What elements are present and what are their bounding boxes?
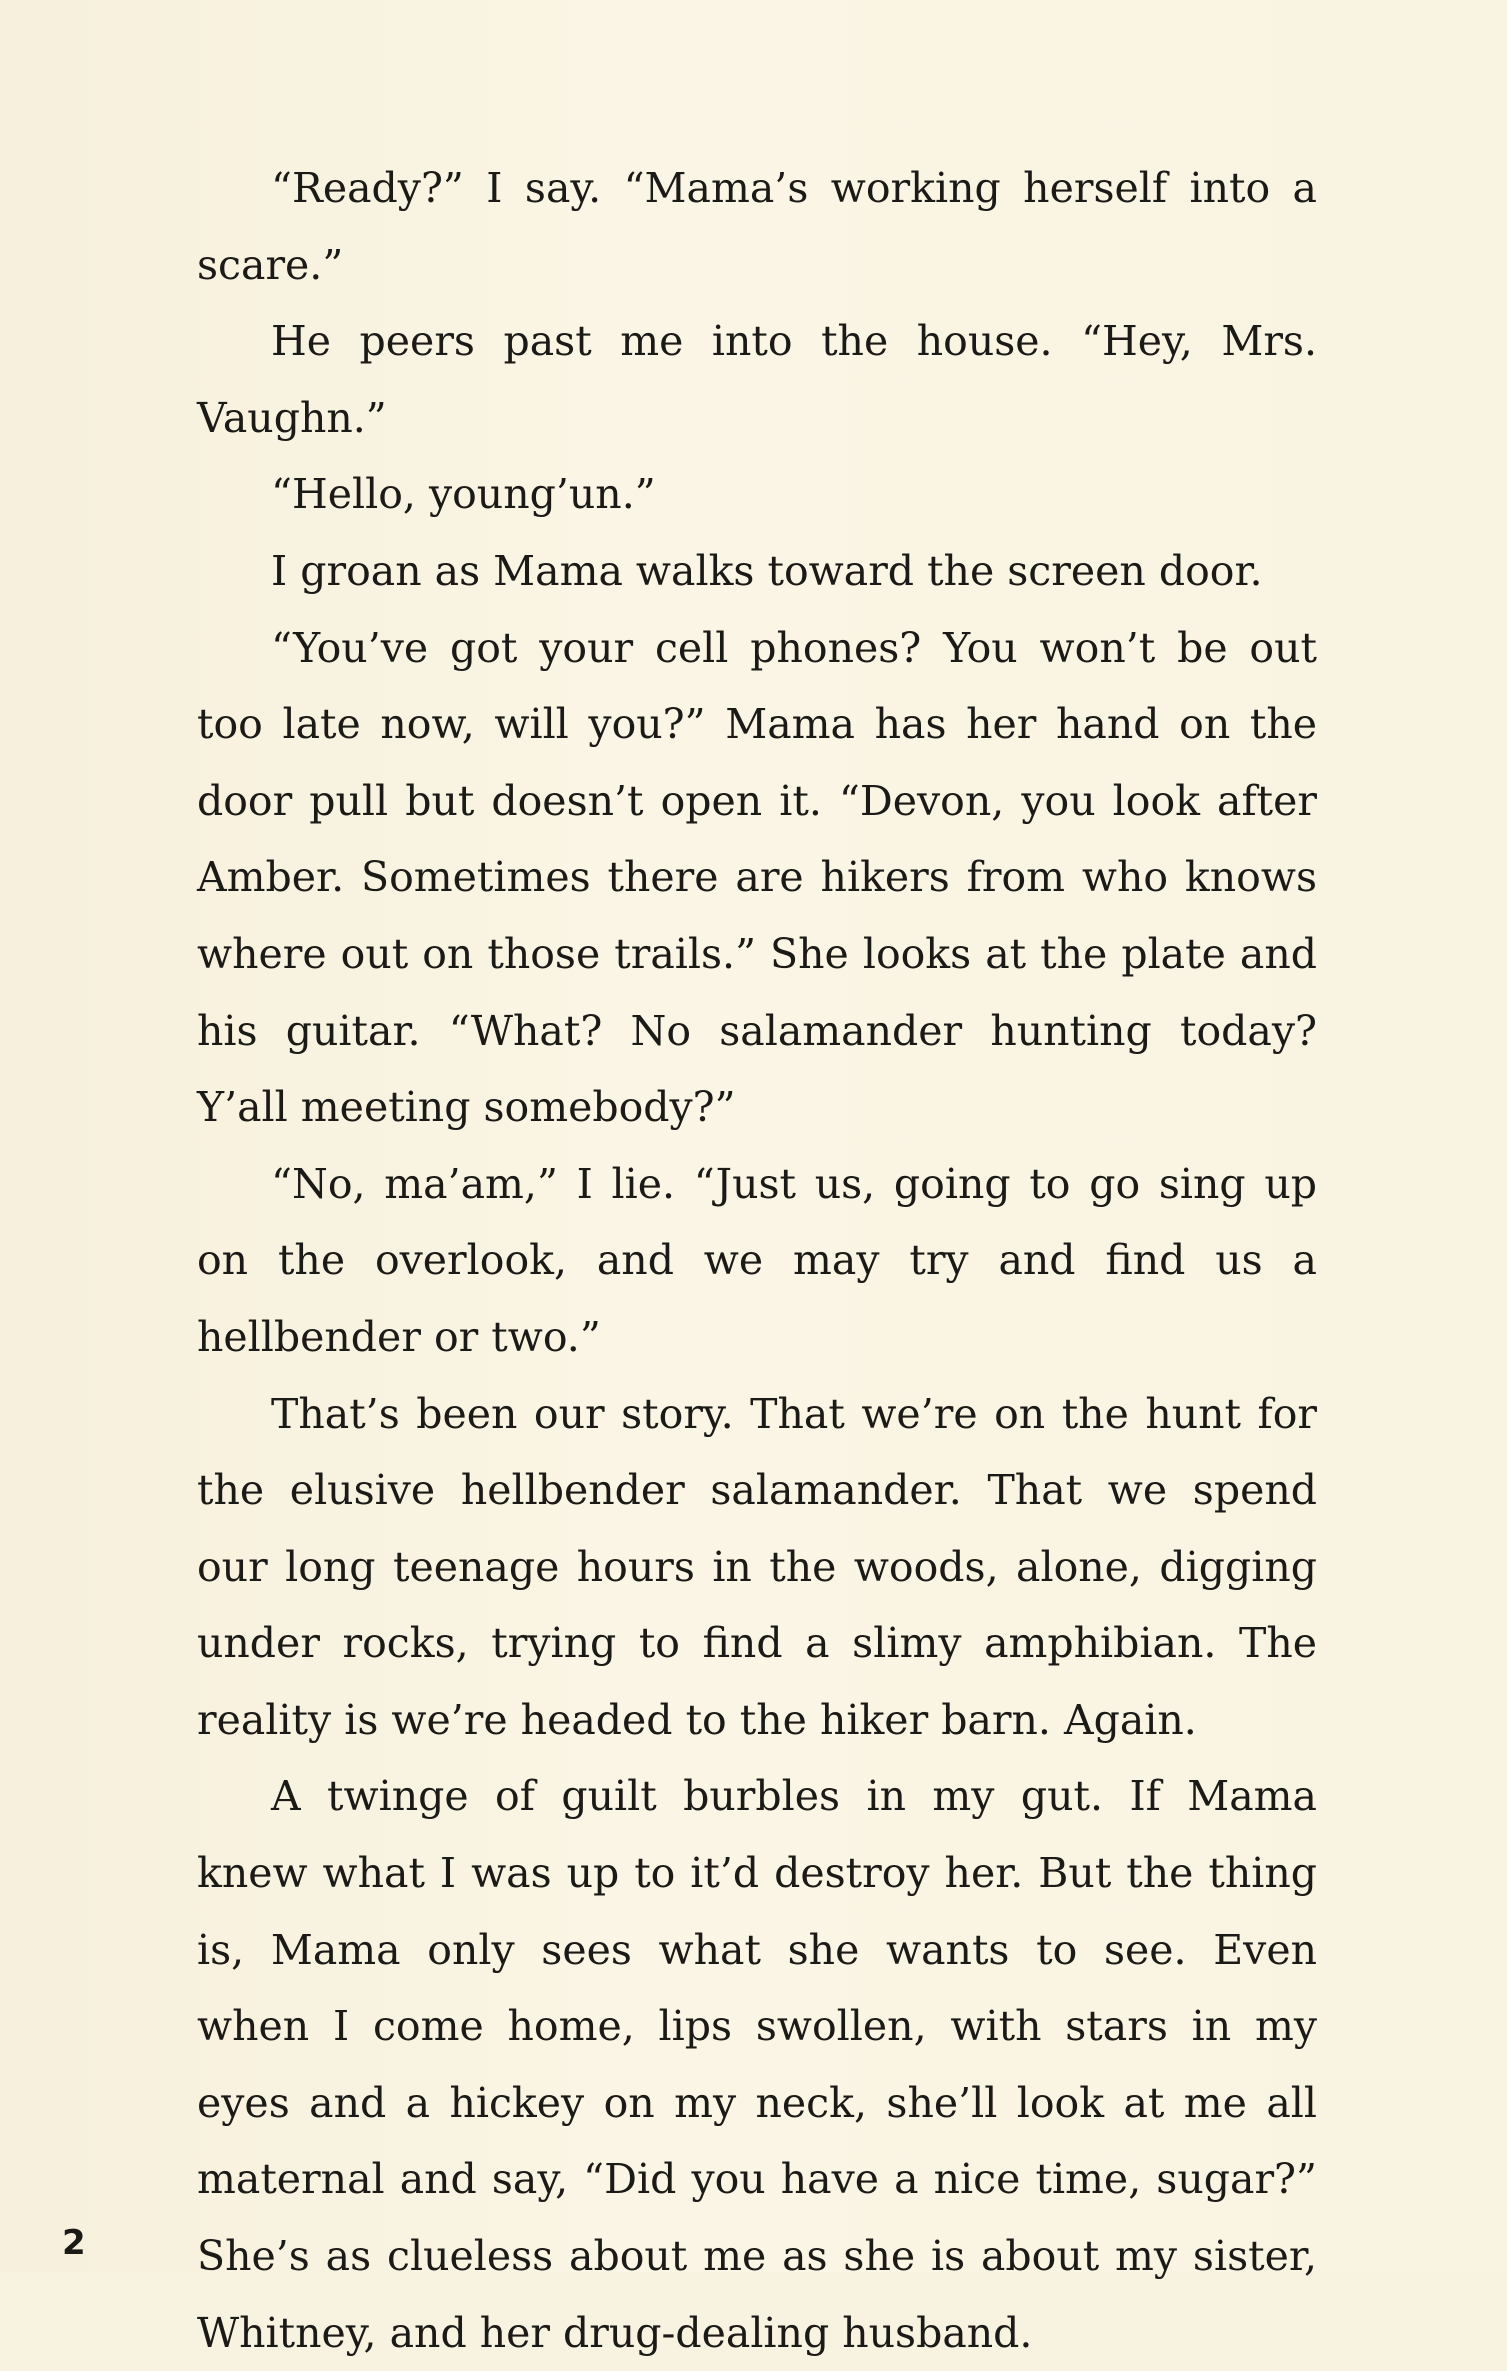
paragraph: A twinge of guilt burbles in my gut. If Mama knew what I was up to it’d destroy her. But the thing is, Mama only sees what she wants to see. Even when I come home, lips swollen, with stars in my eyes and a hickey on my neck, she’ll look at me all maternal and say, “Did you have a nice time, sugar?” She’s as clueless about me as she is about my sister, Whitney, and her drug-dealing husband. bbox=[197, 1772, 1317, 2357]
page-number: 2 bbox=[62, 2223, 86, 2263]
paragraph: “No, ma’am,” I lie. “Just us, going to go sing up on the overlook, and we may try and find us a hellbender or two.” bbox=[197, 1159, 1317, 1361]
paragraph: “Hello, young’un.” bbox=[271, 470, 656, 519]
paragraph: “You’ve got your cell phones? You won’t be out too late now, will you?” Mama has her hand on the door pull but doesn’t open it. “Devon, you look after Amber. Sometimes there are hikers from who knows where out on those trails.” She looks at the plate and his guitar. “What? No salamander hunting today? Y’all meeting somebody?” bbox=[197, 623, 1317, 1132]
paragraph: I groan as Mama walks toward the screen door. bbox=[271, 546, 1263, 595]
body-text bbox=[197, 150, 1317, 2371]
paragraph: “Ready?” I say. “Mama’s working herself into a scare.” bbox=[197, 164, 1317, 289]
paragraph: He peers past me into the house. “Hey, Mrs. Vaughn.” bbox=[197, 317, 1317, 442]
paragraph: That’s been our story. That we’re on the hunt for the elusive hellbender salamander. That we spend our long teenage hours in the woods, alone, digging under rocks, trying to find a slimy amphibian. The reality is we’re headed to the hiker barn. Again. bbox=[197, 1389, 1317, 1744]
